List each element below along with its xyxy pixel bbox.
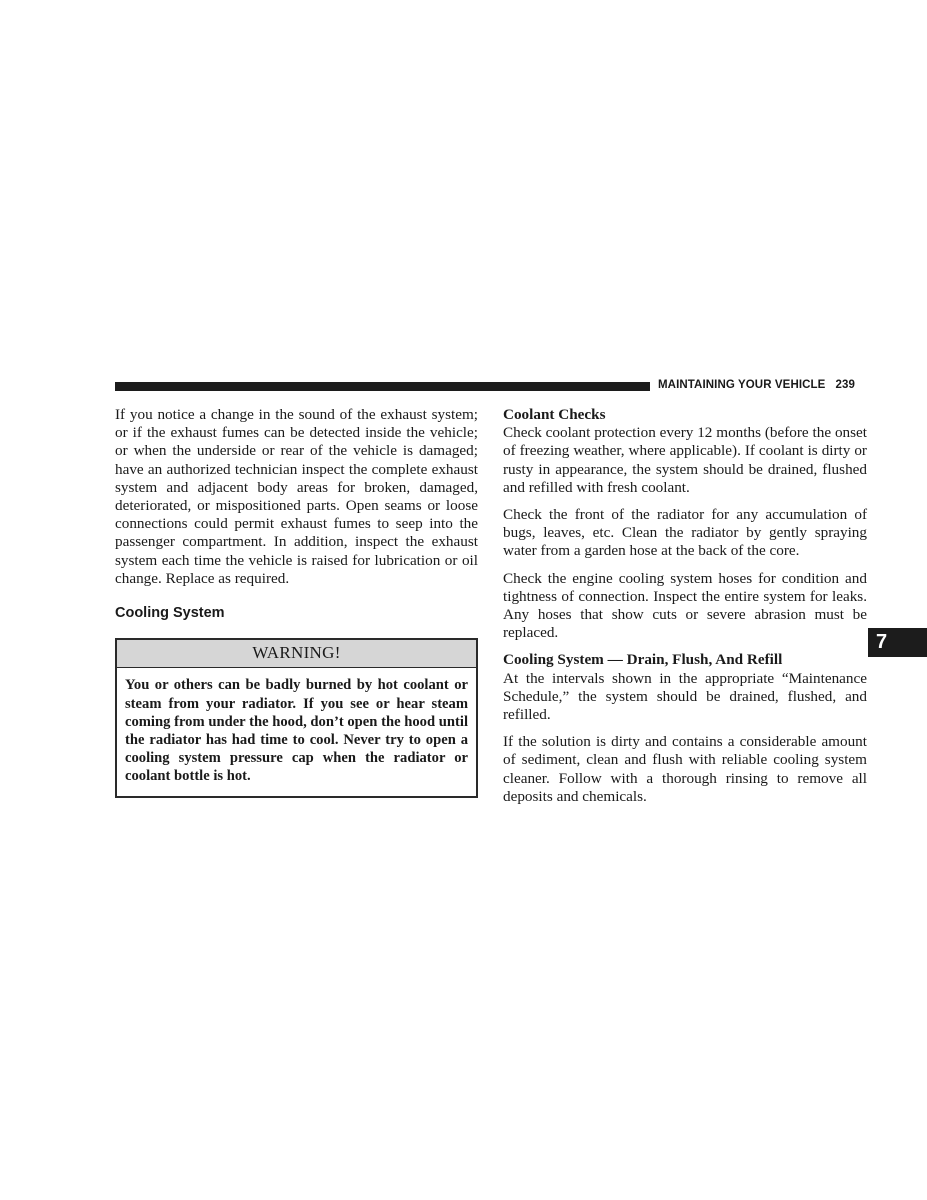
drain-paragraph-2: If the solution is dirty and contains a considerable amount of sediment, clean and flush with reliable cooling system cleaner. Follow with a thorough rinsing to remove all deposits and chemicals. xyxy=(503,733,867,805)
left-column xyxy=(115,406,478,798)
drain-flush-refill-heading: Cooling System — Drain, Flush, And Refill xyxy=(503,651,783,669)
page-number: 239 xyxy=(835,379,855,391)
warning-text: You or others can be badly burned by hot coolant or steam from your radiator. If you see or hear steam coming from under the hood, don’t open the hood until the radiator has had time to cool. Never try to open a cooling system pressure cap when the radiator or coolant bottle is hot. xyxy=(125,677,468,785)
chapter-tab: 7 xyxy=(868,628,927,657)
drain-paragraph-1: At the intervals shown in the appropriate “Maintenance Schedule,” the system should be drained, flushed, and refilled. xyxy=(503,669,867,724)
right-column xyxy=(503,406,867,815)
running-header xyxy=(658,379,868,391)
cooling-system-heading: Cooling System xyxy=(115,605,225,622)
coolant-paragraph-2: Check the front of the radiator for any accumulation of bugs, leaves, etc. Clean the radiator by gently spraying water from a garden hose at the back of the core. xyxy=(503,506,867,560)
exhaust-paragraph: If you notice a change in the sound of the exhaust system; or if the exhaust fumes can be detected inside the vehicle; or when the underside or rear of the vehicle is damaged; have an authorized technician inspect the complete exhaust system and adjacent body areas for broken, damaged, deteriorated, or mispositioned parts. Open seams or loose connections could permit exhaust fumes to seep into the passenger compartment. In addition, inspect the exhaust system each time the vehicle is raised for lubrication or oil change. Replace as required. xyxy=(115,406,478,587)
section-title: MAINTAINING YOUR VEHICLE xyxy=(658,379,826,391)
warning-box xyxy=(115,638,478,797)
coolant-paragraph-1: Check coolant protection every 12 months (before the onset of freezing weather, where applicable). If coolant is dirty or rusty in appearance, the system should be drained, flushed and refilled with fresh coolant. xyxy=(503,424,867,496)
warning-title: WARNING! xyxy=(117,640,476,668)
coolant-paragraph-3: Check the engine cooling system hoses for condition and tightness of connection. Inspect the entire system for leaks. Any hoses that show cuts or severe abrasion must be replaced. xyxy=(503,569,867,642)
header-rule xyxy=(115,382,650,391)
coolant-checks-heading: Coolant Checks xyxy=(503,406,606,423)
